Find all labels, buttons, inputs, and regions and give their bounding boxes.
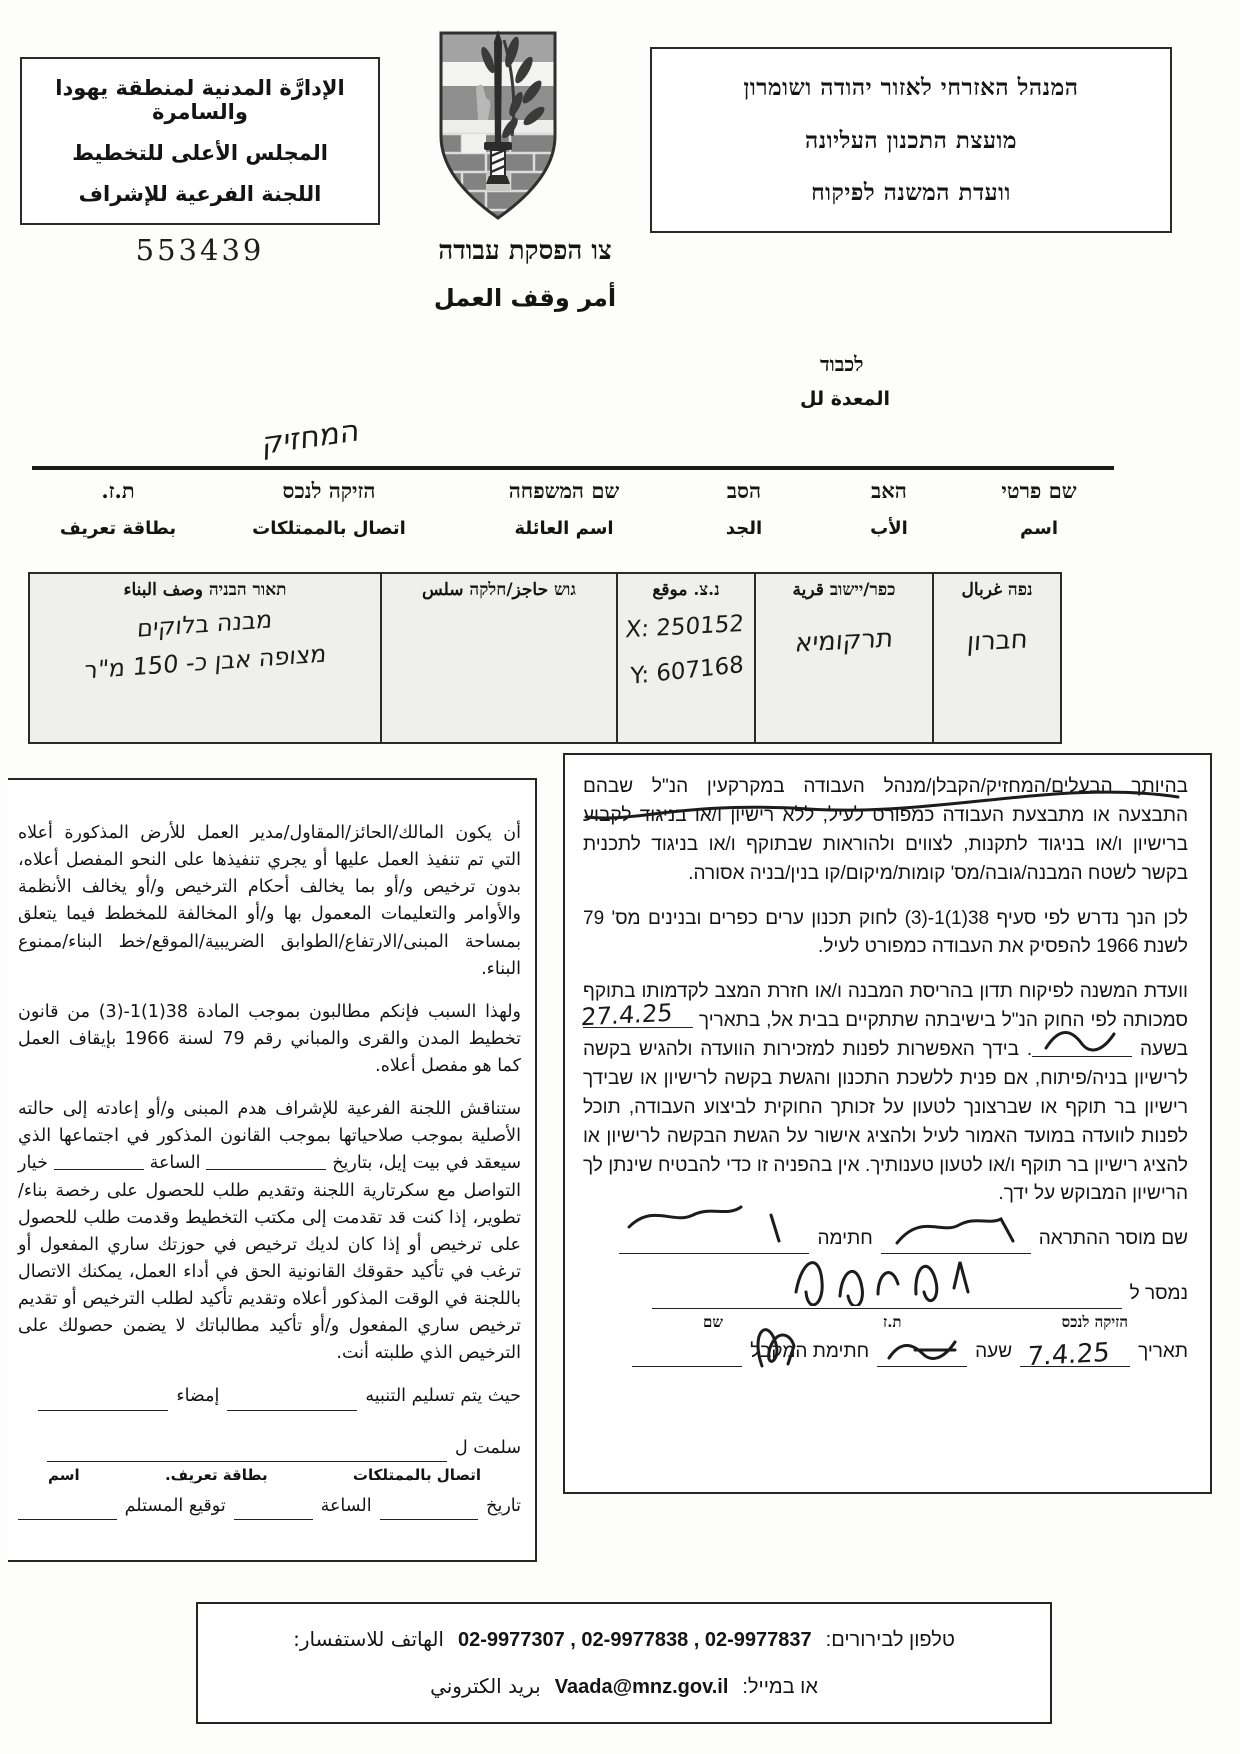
arabic-office-line: اللجنة الفرعية للإشراف <box>78 182 322 206</box>
delivered-to-blank <box>652 1304 1122 1309</box>
hour-label: الساعة <box>320 1495 372 1516</box>
signature-scribble <box>891 1207 1031 1251</box>
date-hour-signature-row <box>583 1337 1188 1372</box>
phone-label-arabic: الهاتف للاستفسار: <box>293 1626 444 1651</box>
delivered-to-label: נמסר ל <box>1129 1283 1188 1305</box>
warner-name-label: שם מוסר ההתראה <box>1038 1228 1188 1250</box>
persons-col: ת.ז. بطاقة تعريف <box>59 478 177 539</box>
hebrew-paragraph-2: לכן הנך נדרש לפי סעיף 38(1)1-(3) לחוק תכנון ערים כפרים ובנינים מס' 79 לשנת 1966 להפסיק את העבודה כמפורט לעיל. <box>583 907 1188 958</box>
hebrew-office-line: וועדת המשנה לפיקוח <box>811 178 1011 206</box>
date-label: تاريخ <box>486 1495 521 1516</box>
description-handwritten-line: מצופה אבן כ- 150 מ"ר <box>82 639 328 685</box>
delivered-to-sublabels <box>583 1311 1188 1334</box>
hour-label: שעה <box>975 1340 1013 1362</box>
signature-blank <box>619 1249 809 1254</box>
date-blank <box>1020 1337 1130 1372</box>
handwritten-hour-scribble <box>883 1332 963 1366</box>
persons-col: הזיקה לנכס اتصال بالممتلكات <box>252 478 406 539</box>
document-title-arabic: أمر وقف العمل <box>433 284 617 312</box>
delivered-to-sublabels <box>18 1464 521 1487</box>
delivered-to-row <box>18 1435 521 1462</box>
name-sublabel: اسم <box>48 1465 80 1484</box>
handwritten-note: המחזיק <box>261 412 361 463</box>
hebrew-paragraph-3: וועדת המשנה לפיקוח תדון בהריסת המבנה ו/או חזרת המצב לקדמותו בתוקף סמכותה לפי החוק הנ"ל בישיבתה שתתקיים בבית אל, בתאריך 27.4.25 בשעה . בידך האפשרות לפנות למזכירות הוועדה ולהגיש בקשה לרישיון בניה/פיתוח, אם פנית ללשכת התכנון והגשת בקשה לרישיון או שבידך רישיון בר תוקף או שברצונך לטעון על זכותך החוקית לביצוע העבודה, תוכל לפנות לוועדה במועד האמור לעיל ולהציג אישור על הגשת הבקשה לרישיון או להציג רישיון בר תוקף ו/או לטעון טענותיך. אין בהפניה זו כדי להבטיח שינתן לך הרישיון המבוקש על ידך. <box>580 981 1188 1205</box>
arabic-office-line: الإدارَّة المدنية لمنطقة يهودا والسامرة <box>55 76 345 124</box>
receiver-signature-blank <box>18 1515 117 1520</box>
village-handwritten-value: תרקומיא <box>793 623 895 659</box>
horizontal-rule <box>32 466 1114 470</box>
handwritten-hearing-date: 27.4.25 <box>580 998 674 1032</box>
handwritten-recipient-name <box>782 1246 1032 1306</box>
village-cell: כפר/יישוב قرية תרקומיא <box>754 574 932 742</box>
receiver-signature-blank <box>632 1362 742 1367</box>
signature-label: חתימה <box>817 1228 873 1250</box>
contact-footer-box <box>196 1602 1052 1724</box>
notice-delivery-row <box>18 1383 521 1410</box>
building-description-cell: תאור הבניה وصف البناء מבנה בלוקים מצופה אבן כ- 150 מ"ר <box>82 580 328 685</box>
arabic-paragraph-2: ولهذا السبب فإنكم مطالبون بموجب المادة 38(1)1-(3) من قانون تخطيط المدن والقرى والمباني رقم 79 لسنة 1966 بإيقاف العمل كما هو مفصل أعلاه. <box>18 1001 521 1076</box>
notice-delivery-label: حيث يتم تسليم التنبيه <box>365 1386 521 1407</box>
date-blank <box>206 1165 326 1170</box>
hebrew-body-box <box>563 753 1212 1494</box>
location-table <box>28 572 1062 744</box>
coordinates-cell: נ.צ. موقع X: 250152 Y: 607168 <box>616 574 754 742</box>
email-label-arabic: بريد الكتروني <box>430 1674 541 1699</box>
date-blank <box>580 998 693 1032</box>
email-address: Vaada@mnz.gov.il <box>554 1676 729 1699</box>
hebrew-paragraph-1: בהיותך הבעלים/המחזיק/הקבלן/מנהל העבודה במקרקעין הנ"ל שבהם התבצעה או מתבצעת העבודה כמפורט לעיל, ללא רישיון ו/או בניגוד לקבוע ברישיון ו/או בניגוד לתקנות, לצווים ולהוראות שבתוקף ו/או בניגוד לתכנית בקשר לשטח המבנה/גובה/מס' קומות/מיקום/קו בנין/בניה אסורה. <box>583 776 1188 884</box>
delivered-to-blank <box>47 1457 447 1462</box>
warner-name-blank <box>881 1249 1031 1254</box>
relation-sublabel: הזיקה לנכס <box>1061 1313 1128 1331</box>
hebrew-office-line: המנהל האזרחי לאזור יהודה ושומרון <box>743 74 1079 102</box>
notice-blank <box>227 1406 357 1411</box>
arabic-paragraph-1: أن يكون المالك/الحائز/المقاول/مدير العمل للأرض المذكورة أعلاه التي تم تنفيذ العمل عليها أو يجري تنفيذها على النحو المفصل أعلاه، بدون ترخيص و/أو بما يخالف أحكام الترخيص و/أو يخالف الأنظمة والأوامر والتعليمات المعمول بها و/أو المخالفة للمخطط فيما يتعلق بمساحة المبنى/الارتفاع/الطوابق الضريبية/الموقع/خط البناء/ممنوع البناء. <box>18 823 521 979</box>
hour-blank <box>54 1165 144 1170</box>
delivered-to-row <box>583 1280 1188 1309</box>
arabic-body-box <box>8 778 537 1562</box>
email-line <box>198 1674 1050 1699</box>
date-hour-signature-row <box>18 1493 521 1520</box>
id-sublabel: ת.ז <box>883 1313 902 1331</box>
signature-label: إمضاء <box>176 1386 220 1407</box>
arabic-office-box <box>20 57 380 225</box>
hebrew-office-line: מועצת התכנון העליונה <box>805 126 1017 154</box>
district-handwritten-value: חברון <box>965 624 1029 658</box>
phone-line <box>198 1627 1050 1652</box>
relation-sublabel: اتصال بالممتلكات <box>352 1465 481 1484</box>
hour-blank <box>877 1362 967 1367</box>
warner-signature-row <box>583 1225 1188 1254</box>
email-label-hebrew: או במייל: <box>742 1676 818 1699</box>
signature-blank <box>38 1406 168 1411</box>
coordinate-y-handwritten: Y: 607168 <box>630 651 744 690</box>
hour-blank <box>234 1515 313 1520</box>
description-handwritten-line: מבנה בלוקים <box>136 605 274 643</box>
addressee-hebrew: לכבוד <box>820 352 864 376</box>
hour-blank <box>1032 1052 1132 1057</box>
persons-col: האב الأب <box>870 478 908 539</box>
hebrew-office-box <box>650 47 1172 233</box>
civil-administration-emblem-icon <box>432 26 564 229</box>
block-parcel-cell: גוש حاجز/חלקה سلس <box>380 574 616 742</box>
phone-numbers: 02-9977307 , 02-9977838 , 02-9977837 <box>457 1628 812 1651</box>
phone-label-hebrew: טלפון לבירורים: <box>825 1628 955 1651</box>
delivered-to-label: سلمت ل <box>454 1437 521 1458</box>
document-title-hebrew: צו הפסקת עבודה <box>438 236 612 266</box>
arabic-office-line: المجلس الأعلى للتخطيط <box>72 141 328 165</box>
addressee-arabic: المعدة لل <box>800 388 891 410</box>
arabic-paragraph-3: ستناقش اللجنة الفرعية للإشراف هدم المبنى و/أو إعادته إلى حالته الأصلية بموجب صلاحياتها بموجب القانون المذكور في اجتماعها الذي سيعقد في بيت إيل، بتاريخ الساعة خيار التواصل مع سكرتارية اللجنة وتقديم طلب للحصول على رخصة بناء/ تطوير، إذا كنت قد تقدمت إلى مكتب التخطيط وقدمت طلب للحصول على ترخيص أو إذا كان لديك ترخيص في حوزتك ساري المفعول أو ترغب في تأكيد حقوقك القانونية الحق في أداء العمل، يمكنك الاتصال باللجنة في الوقت المذكور أعلاه وتقديم تأكيد لطلب الترخيص أو تقديم ترخيص ساري المفعول و/أو تأكيد مطالباتك لا يضمن حصولك على الترخيص الذي طلبته أنت. <box>18 1099 521 1364</box>
date-blank <box>380 1515 479 1520</box>
date-label: תאריך <box>1138 1340 1188 1362</box>
district-cell: נפה غربال חברון <box>932 574 1060 742</box>
id-sublabel: بطاقة تعريف. <box>164 1465 268 1484</box>
receiver-signature-label: חתימת המקבל <box>750 1340 870 1362</box>
persons-col: שם המשפחה اسم العائلة <box>508 478 620 539</box>
coordinate-x-handwritten: X: 250152 <box>624 610 745 644</box>
persons-table-headers <box>32 478 1114 539</box>
order-number: 553439 <box>135 233 265 267</box>
persons-col: שם פרטי اسم <box>1001 478 1077 539</box>
receiver-signature-label: توقيع المستلم <box>124 1495 226 1516</box>
name-sublabel: שם <box>703 1313 723 1331</box>
persons-col: הסב الجد <box>725 478 763 539</box>
handwritten-delivery-date: 7.4.25 <box>1026 1337 1112 1372</box>
